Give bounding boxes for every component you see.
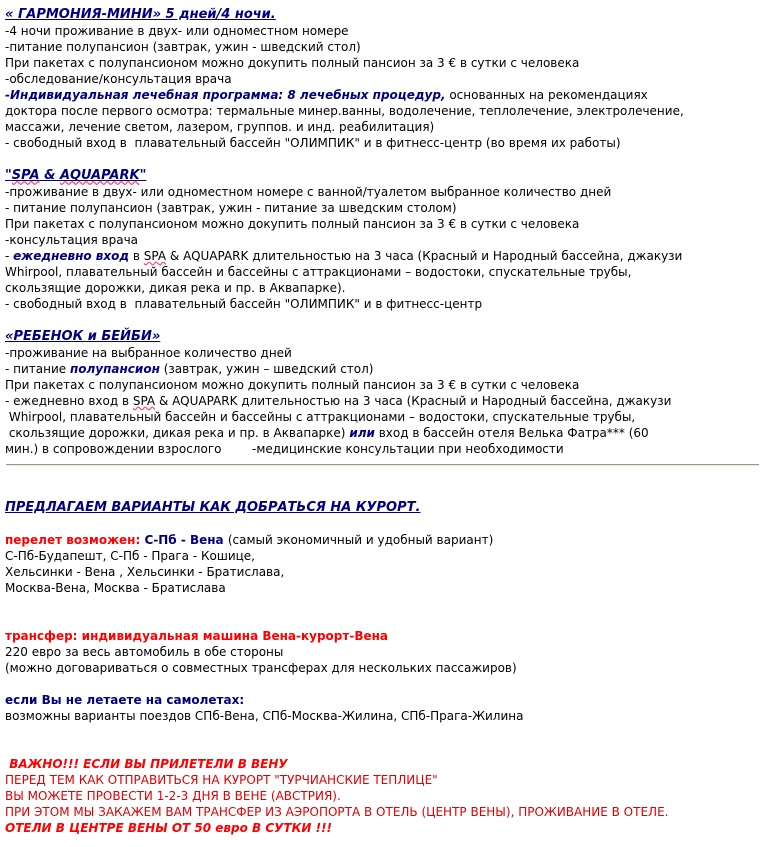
text-line <box>5 248 760 264</box>
misspelled-word: AQUAPARK <box>59 168 140 183</box>
emphasis-text: ВЫ МОЖЕТЕ ПРОВЕСТИ 1-2-3 ДНЯ В ВЕНЕ (АВСТРИЯ). <box>5 789 341 803</box>
text-line <box>5 361 760 377</box>
body-text: - ежедневно вход в <box>5 394 133 408</box>
heading-text: & <box>39 168 60 183</box>
blank-line <box>5 740 760 756</box>
body-text: - свободный вход в плавательный бассейн "ОЛИМПИК" и в фитнесс-центр (во время их работы) <box>5 136 621 150</box>
body-text: Whirpool, плавательный бассейн и бассейны с аттракционами – водостоки, спускательные трубы, <box>5 265 632 279</box>
package-title-spa-aquapark <box>5 167 760 184</box>
body-text: При пакетах с полупансионом можно докупить полный пансион за 3 € в сутки с человека <box>5 217 580 231</box>
text-line <box>5 660 760 676</box>
text-line <box>5 71 760 87</box>
heading-text: " <box>5 168 12 183</box>
text-line <box>5 804 760 820</box>
text-line <box>5 296 760 312</box>
emphasis-text: трансфер: индивидуальная машина Вена-курорт-Вена <box>5 629 388 643</box>
text-line <box>5 580 760 596</box>
text-line <box>5 377 760 393</box>
no-fly-heading <box>5 692 760 708</box>
body-text: -проживание в двух- или одноместном номере с ванной/туалетом выбранное количество дней <box>5 185 612 199</box>
body-text: -питание полупансион (завтрак, ужин - шведский стол) <box>5 40 361 54</box>
body-text: мин.) в сопровождении взрослого -медицинские консультации при необходимости <box>5 442 564 456</box>
emphasis-text: ВАЖНО!!! ЕСЛИ ВЫ ПРИЛЕТЕЛИ В ВЕНУ <box>5 757 288 771</box>
text-line <box>5 708 760 724</box>
body-text: (самый экономичный и удобный вариант) <box>227 533 494 547</box>
blank-line <box>5 467 760 483</box>
body-text: доктора после первого осмотра: термальные минер.ванны, водолечение, теплолечение, электролечение, <box>5 104 684 118</box>
body-text: & AQUAPARK длительностью на 3 часа (Красный и Народный бассейна, джакузи <box>166 249 683 263</box>
body-text: - питание <box>5 362 70 376</box>
body-text: основанных на рекомендациях <box>445 88 648 102</box>
body-text: - <box>5 249 14 263</box>
package-title-harmony-mini <box>5 6 760 23</box>
text-line <box>5 393 760 409</box>
text-line <box>5 564 760 580</box>
text-line <box>5 55 760 71</box>
text-line <box>5 772 760 788</box>
heading-text: «РЕБЕНОК и БЕЙБИ» <box>5 329 161 344</box>
emphasis-text: ОТЕЛИ В ЦЕНТРЕ ВЕНЫ ОТ 50 евро В СУТКИ !!! <box>5 821 333 835</box>
body-text: -консультация врача <box>5 233 139 247</box>
body-text: Москва-Вена, Москва - Братислава <box>5 581 226 595</box>
body-text: (завтрак, ужин – шведский стол) <box>159 362 374 376</box>
text-line <box>5 232 760 248</box>
heading-text: " <box>139 168 147 183</box>
body-text: Хельсинки - Вена , Хельсинки - Братислава, <box>5 565 285 579</box>
body-text: - свободный вход в плавательный бассейн "ОЛИМПИК" и в фитнесс-центр <box>5 297 483 311</box>
text-line <box>5 788 760 804</box>
text-line <box>5 184 760 200</box>
heading-text: ПРЕДЛАГАЕМ ВАРИАНТЫ КАК ДОБРАТЬСЯ НА КУРОРТ. <box>5 500 421 515</box>
blank-line <box>5 596 760 612</box>
text-line <box>5 119 760 135</box>
emphasis-text: перелет возможен: <box>5 533 145 547</box>
body-text: С-Пб-Будапешт, С-Пб - Прага - Кошице, <box>5 549 255 563</box>
body-text: вход в бассейн отеля Велька Фатра*** (60 <box>374 426 649 440</box>
blank-line <box>5 676 760 692</box>
body-text: -проживание на выбранное количество дней <box>5 346 292 360</box>
body-text: скользящие дорожки, дикая река и пр. в Аквапарке). <box>5 281 346 295</box>
section-divider <box>6 464 759 466</box>
text-line <box>5 644 760 660</box>
body-text: -4 ночи проживание в двух- или одноместном номере <box>5 24 349 38</box>
text-line <box>5 103 760 119</box>
emphasis-text: ПЕРЕД ТЕМ КАК ОТПРАВИТЬСЯ НА КУРОРТ "ТУРЧИАНСКИЕ ТЕПЛИЦЕ" <box>5 773 438 787</box>
important-notice-heading <box>5 756 760 772</box>
text-line <box>5 425 760 441</box>
misspelled-word: SPA <box>11 168 40 183</box>
text-line <box>5 264 760 280</box>
emphasis-text: если Вы не летаете на самолетах: <box>5 693 245 707</box>
body-text: При пакетах с полупансионом можно докупить полный пансион за 3 € в сутки с человека <box>5 378 580 392</box>
text-line <box>5 135 760 151</box>
text-line <box>5 820 760 836</box>
body-text: 220 евро за весь автомобиль в обе стороны <box>5 645 284 659</box>
body-text: возможны варианты поездов СПб-Вена, СПб-Москва-Жилина, СПб-Прага-Жилина <box>5 709 524 723</box>
body-text: & AQUAPARK длительностью на 3 часа (Красный и Народный бассейна, джакузи <box>155 394 672 408</box>
emphasis-text: С-Пб - Вена <box>144 533 228 547</box>
heading-text <box>12 168 40 183</box>
text-line <box>5 409 760 425</box>
body-text: скользящие дорожки, дикая река и пр. в Аквапарке) <box>5 426 350 440</box>
document <box>5 6 760 836</box>
transfer-heading <box>5 628 760 644</box>
blank-line <box>5 483 760 499</box>
blank-line <box>5 312 760 328</box>
blank-line <box>5 724 760 740</box>
blank-line <box>5 151 760 167</box>
text-line <box>5 23 760 39</box>
emphasis-text: ПРИ ЭТОМ МЫ ЗАКАЖЕМ ВАМ ТРАНСФЕР ИЗ АЭРОПОРТА В ОТЕЛЬ (ЦЕНТР ВЕНЫ), ПРОЖИВАНИЕ В ОТЕЛЕ. <box>5 805 669 819</box>
body-text: - питание полупансион (завтрак, ужин - питание за шведским столом) <box>5 201 457 215</box>
text-line <box>5 548 760 564</box>
blank-line <box>5 612 760 628</box>
text-line <box>5 216 760 232</box>
emphasis-text: полупансион <box>69 362 160 376</box>
body-text <box>133 394 155 408</box>
body-text <box>144 249 166 263</box>
emphasis-text: или <box>349 426 375 440</box>
heading-text: « ГАРМОНИЯ-МИНИ» 5 дней/4 ночи. <box>5 7 276 22</box>
body-text: (можно договариваться о совместных трансферах для нескольких пассажиров) <box>5 661 517 675</box>
body-text: в <box>129 249 144 263</box>
misspelled-word: SPA <box>132 394 156 408</box>
text-line <box>5 345 760 361</box>
flight-options-line <box>5 532 760 548</box>
text-line <box>5 280 760 296</box>
text-line <box>5 200 760 216</box>
body-text: Whirpool, плавательный бассейн и бассейны с аттракционами – водостоки, спускательные трубы, <box>5 410 636 424</box>
body-text: При пакетах с полупансионом можно докупить полный пансион за 3 € в сутки с человека <box>5 56 580 70</box>
blank-line <box>5 516 760 532</box>
emphasis-text: ежедневно вход <box>13 249 130 263</box>
text-line <box>5 441 760 457</box>
misspelled-word: SPA <box>143 249 167 263</box>
body-text: -обследование/консультация врача <box>5 72 232 86</box>
emphasis-text: -Индивидуальная лечебная программа: 8 лечебных процедур, <box>5 88 446 102</box>
package-title-child-baby <box>5 328 760 345</box>
text-line <box>5 87 760 103</box>
body-text: массажи, лечение светом, лазером, группов. и инд. реабилитация) <box>5 120 435 134</box>
section-heading-transport <box>5 499 760 516</box>
heading-text <box>60 168 140 183</box>
text-line <box>5 39 760 55</box>
